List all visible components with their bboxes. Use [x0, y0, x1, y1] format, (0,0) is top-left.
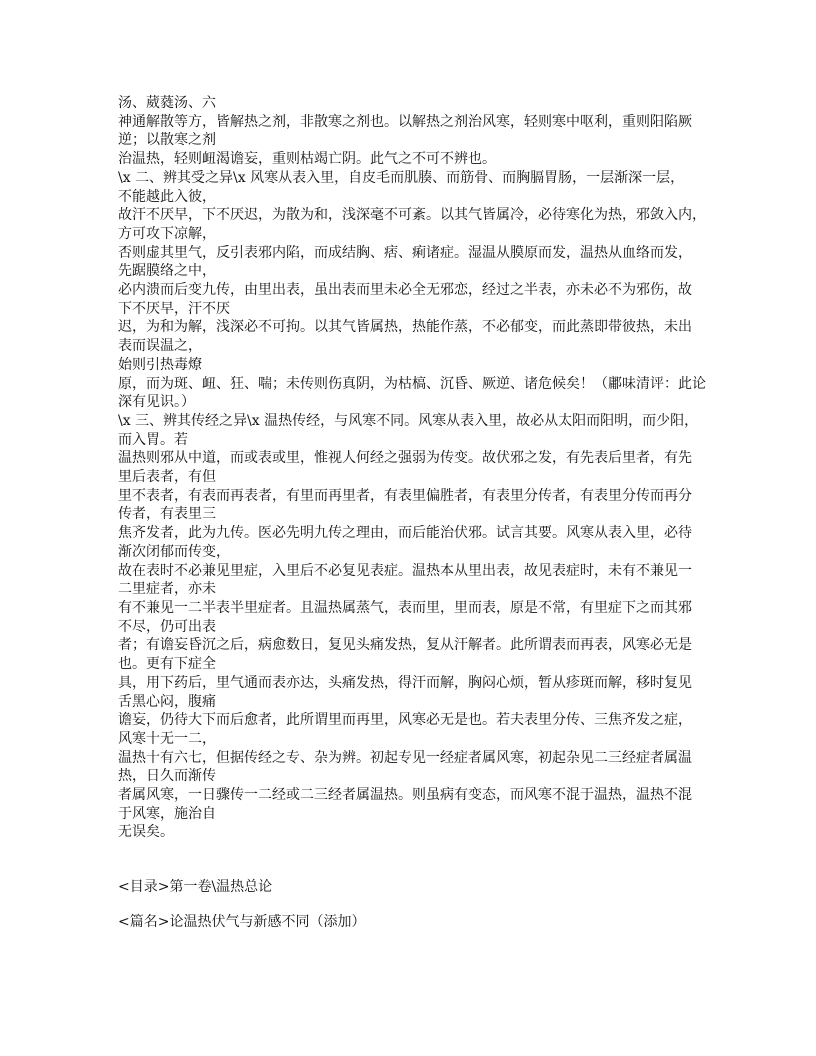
catalog-heading: <目录>第一卷\温热总论	[118, 879, 273, 895]
text-line: 先踞膜络之中，	[118, 263, 216, 280]
text-line: 温热十有六七，但据传经之专、杂为辨。初起专见一经症者属风寒，初起杂见二三经症者属温	[118, 749, 692, 766]
text-line: 里后表者，有但	[118, 469, 216, 486]
text-line: 故汗不厌早，下不厌迟，为散为和，浅深毫不可紊。以其气皆属冷，必待寒化为热，邪敛入内，	[118, 207, 706, 224]
text-line: 神通解散等方，皆解热之剂，非散寒之剂也。以解热之剂治风寒，轻则寒中呕利，重则阳陷厥	[118, 113, 692, 130]
text-line: 不尽，仍可出表	[118, 618, 216, 635]
text-line: 原，而为斑、衄、狂、喘；未传则伤真阴，为枯槁、沉昏、厥逆、诸危候矣！（鄘味清评：此论	[118, 375, 706, 392]
text-line: 否则虚其里气，反引表邪内陷，而成结胸、痞、痢诸症。湿温从膜原而发，温热从血络而发，	[118, 244, 692, 261]
text-line: 治温热，轻则衄渴谵妄，重则枯竭亡阴。此气之不可不辨也。	[118, 151, 496, 168]
text-line: 里不表者，有表而再表者，有里而再里者，有表里偏胜者，有表里分传者，有表里分传而再分	[118, 487, 692, 504]
text-line: 表而误温之，	[118, 338, 202, 355]
text-line: 传者，有表里三	[118, 506, 216, 523]
text-line: 热，日久而渐传	[118, 768, 216, 785]
text-line: 必内溃而后变九传，由里出表，虽出表而里未必全无邪恋，经过之半表，亦未必不为邪伤，故	[118, 282, 692, 299]
text-line: 逆；以散寒之剂	[118, 132, 216, 149]
text-line: 者属风寒，一日骤传一二经或二三经者属温热。则虽病有变态，而风寒不混于温热，温热不混	[118, 787, 692, 804]
text-line: 具，用下药后，里气通而表亦达，头痛发热，得汗而解，胸闷心烦，暂从疹斑而解，移时复见	[118, 674, 692, 691]
text-line: 风寒十无一二，	[118, 730, 216, 747]
text-line: 方可攻下凉解，	[118, 225, 216, 242]
text-line: \x 三、辨其传经之异\x 温热传经，与风寒不同。风寒从表入里，故必从太阳而阳明，而少阳，	[118, 412, 699, 429]
text-line: 者；有谵妄昏沉之后，病愈数日，复见头痛发热，复从汗解者。此所谓表而再表，风寒必无是	[118, 637, 692, 654]
text-line: 无误矣。	[118, 824, 174, 841]
document-body	[118, 94, 706, 842]
text-line: \x 二、辨其受之异\x 风寒从表入里，自皮毛而肌腠、而筋骨、而胸膈胃肠，一层渐深一层，	[118, 169, 685, 186]
text-line: 温热则邪从中道，而或表或里，惟视人何经之强弱为传变。故伏邪之发，有先表后里者，有先	[118, 450, 692, 467]
text-line: 二里症者，亦未	[118, 581, 216, 598]
text-line: 焦齐发者，此为九传。医必先明九传之理由，而后能治伏邪。试言其要。风寒从表入里，必待	[118, 525, 692, 542]
text-line: 迟，为和为解，浅深必不可拘。以其气皆属热，热能作蒸，不必郁变，而此蒸即带彼热，未出	[118, 319, 692, 336]
text-line: 始则引热毒燎	[118, 356, 202, 373]
text-line: 深有见识。）	[118, 394, 195, 411]
text-line: 不能越此入彼，	[118, 188, 216, 205]
text-line: 于风寒，施治自	[118, 805, 216, 822]
text-line: 有不兼见一二半表半里症者。且温热属蒸气，表而里，里而表，原是不常，有里症下之而其邪	[118, 599, 692, 616]
text-line: 而入胃。若	[118, 431, 188, 448]
text-line: 也。更有下症全	[118, 656, 216, 673]
text-line: 渐次闭郁而传变，	[118, 543, 230, 560]
text-line: 下不厌早，汗不厌	[118, 300, 230, 317]
text-line: 舌黑心闷，腹痛	[118, 693, 216, 710]
chapter-heading: <篇名>论温热伏气与新感不同（添加）	[118, 914, 366, 930]
text-line: 故在表时不必兼见里症，入里后不必复见表症。温热本从里出表，故见表症时，未有不兼见一	[118, 562, 692, 579]
text-line: 谵妄，仍待大下而后愈者，此所谓里而再里，风寒必无是也。若夫表里分传、三焦齐发之症，	[118, 712, 692, 729]
text-line: 汤、葳蕤汤、六	[118, 95, 216, 111]
